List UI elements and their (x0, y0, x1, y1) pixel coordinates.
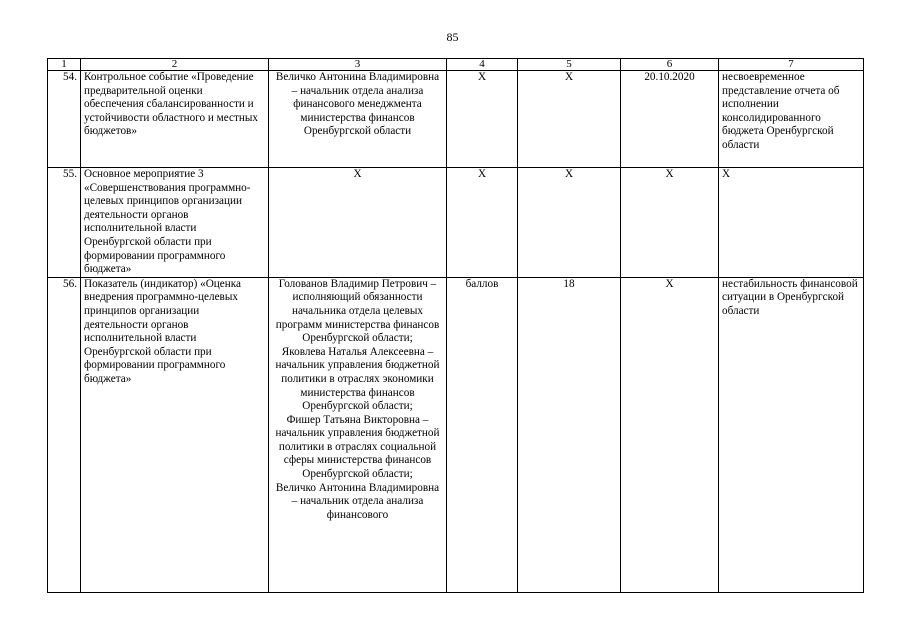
responsible-person: Фишер Татьяна Викторовна – начальник управления бюджетной политики в отраслях социальной сферы министерства финансов Оренбургской области; (275, 413, 440, 481)
table-row (48, 277, 864, 592)
row-unit: Х (447, 71, 518, 168)
row-unit: Х (447, 168, 518, 278)
row-number: 55. (48, 168, 81, 278)
row-responsible (269, 71, 447, 168)
row-unit: баллов (447, 277, 518, 592)
table-header-row (48, 59, 864, 71)
row-date: 20.10.2020 (621, 71, 719, 168)
plan-table (47, 58, 864, 593)
column-header: 5 (518, 59, 621, 71)
row-name: Контрольное событие «Проведение предварительной оценки обеспечения сбалансированности и устойчивости областного и местных бюджетов» (81, 71, 269, 168)
page-number: 85 (446, 30, 459, 44)
column-header: 6 (621, 59, 719, 71)
row-note: Х (719, 168, 864, 278)
row-date: Х (621, 168, 719, 278)
row-date: Х (621, 277, 719, 592)
row-name: Основное мероприятие 3 «Совершенствования программно-целевых принципов организации деятельности органов исполнительной власти Оренбургской области при формировании программного бюджета» (81, 168, 269, 278)
row-number: 54. (48, 71, 81, 168)
row-note: нестабильность финансовой ситуации в Оренбургской области (719, 277, 864, 592)
row-base-value: Х (518, 168, 621, 278)
column-header: 1 (48, 59, 81, 71)
column-header: 3 (269, 59, 447, 71)
row-responsible (269, 168, 447, 278)
column-header: 2 (81, 59, 269, 71)
row-note: несвоевременное представление отчета об исполнении консолидированного бюджета Оренбургской области (719, 71, 864, 168)
responsible-person: Голованов Владимир Петрович – исполняющий обязанности начальника отдела целевых программ министерства финансов Оренбургской области; (275, 277, 440, 345)
column-header: 7 (719, 59, 864, 71)
column-header: 4 (447, 59, 518, 71)
responsible-person: Х (353, 168, 362, 180)
responsible-person: Яковлева Наталья Алексеевна – начальник управления бюджетной политики в отраслях экономики министерства финансов Оренбургской области; (275, 345, 440, 413)
table-row (48, 168, 864, 278)
row-base-value: 18 (518, 277, 621, 592)
row-responsible (269, 277, 447, 592)
row-base-value: Х (518, 71, 621, 168)
row-number: 56. (48, 277, 81, 592)
row-name: Показатель (индикатор) «Оценка внедрения программно-целевых принципов организации деятельности органов исполнительной власти Оренбургской области при формировании программного бюджета» (81, 277, 269, 592)
responsible-person: Величко Антонина Владимировна – начальник отдела анализа финансового менеджмента министерства финансов Оренбургской области (275, 71, 440, 138)
table-row (48, 71, 864, 168)
responsible-person: Величко Антонина Владимировна – начальник отдела анализа финансового (275, 481, 440, 521)
